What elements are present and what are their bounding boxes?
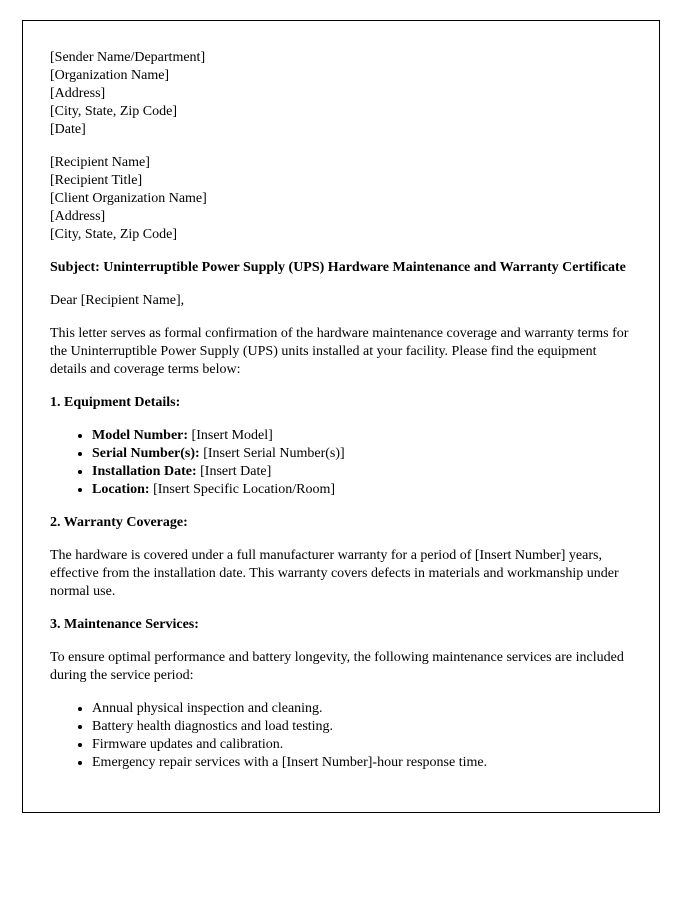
recipient-block bbox=[50, 154, 632, 244]
item-label: Model Number: bbox=[92, 428, 189, 443]
list-item bbox=[92, 445, 632, 463]
section-heading-equipment: 1. Equipment Details: bbox=[50, 395, 181, 410]
list-item: • Firmware updates and calibration. bbox=[92, 736, 632, 754]
recipient-title-line: [Recipient Title] bbox=[50, 173, 143, 188]
sender-name-line: [Sender Name/Department] bbox=[50, 50, 206, 65]
recipient-name-line: [Recipient Name] bbox=[50, 155, 150, 170]
sender-address-line: [Address] bbox=[50, 86, 106, 101]
list-item bbox=[92, 427, 632, 445]
item-label: Installation Date: bbox=[92, 464, 197, 479]
item-value: [Insert Model] bbox=[191, 428, 273, 443]
recipient-city-line: [City, State, Zip Code] bbox=[50, 227, 178, 242]
maintenance-list bbox=[50, 700, 632, 772]
item-value: [Insert Serial Number(s)] bbox=[203, 446, 345, 461]
recipient-address-line: [Address] bbox=[50, 209, 106, 224]
list-item bbox=[92, 463, 632, 481]
section-heading-warranty: 2. Warranty Coverage: bbox=[50, 515, 188, 530]
equipment-list bbox=[50, 427, 632, 499]
letter-page bbox=[22, 20, 660, 813]
sender-date-line: [Date] bbox=[50, 122, 86, 137]
warranty-paragraph: The hardware is covered under a full manufacturer warranty for a period of [Insert Number] years, effective from the installation date. This warranty covers defects in materials and workmanship under normal use. bbox=[50, 548, 619, 599]
subject-line: Subject: Uninterruptible Power Supply (UPS) Hardware Maintenance and Warranty Certificate bbox=[50, 260, 626, 275]
sender-city-line: [City, State, Zip Code] bbox=[50, 104, 178, 119]
list-item: • Emergency repair services with a [Insert Number]-hour response time. bbox=[92, 754, 632, 772]
intro-paragraph: This letter serves as formal confirmation of the hardware maintenance coverage and warranty terms for the Uninterruptible Power Supply (UPS) units installed at your facility. Please find the equipment details and coverage terms below: bbox=[50, 326, 629, 377]
list-item: • Annual physical inspection and cleaning. bbox=[92, 700, 632, 718]
section-heading-maintenance: 3. Maintenance Services: bbox=[50, 617, 199, 632]
sender-organization-line: [Organization Name] bbox=[50, 68, 170, 83]
recipient-organization-line: [Client Organization Name] bbox=[50, 191, 207, 206]
list-item: • Battery health diagnostics and load testing. bbox=[92, 718, 632, 736]
maintenance-paragraph: To ensure optimal performance and battery longevity, the following maintenance services are included during the service period: bbox=[50, 650, 624, 683]
item-label: Serial Number(s): bbox=[92, 446, 200, 461]
item-label: Location: bbox=[92, 482, 150, 497]
item-value: [Insert Specific Location/Room] bbox=[153, 482, 336, 497]
sender-block bbox=[50, 49, 632, 139]
item-value: [Insert Date] bbox=[200, 464, 272, 479]
list-item bbox=[92, 481, 632, 499]
salutation: Dear [Recipient Name], bbox=[50, 293, 185, 308]
